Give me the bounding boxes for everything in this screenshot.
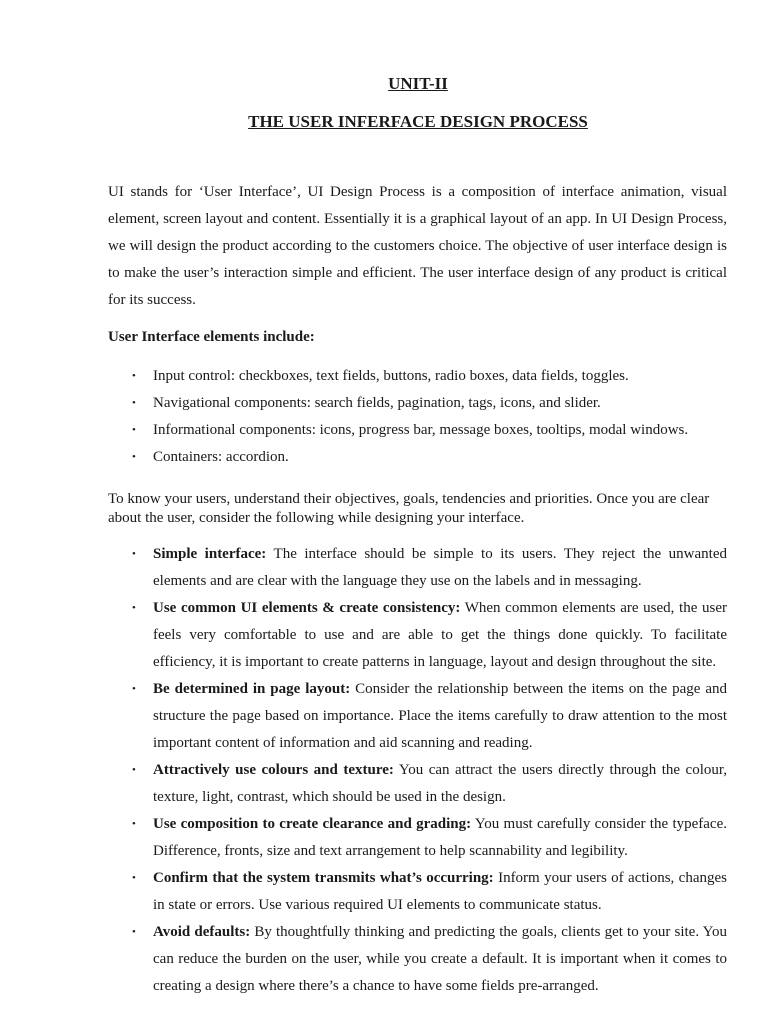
design-tips-list (108, 541, 727, 1000)
users-paragraph: To know your users, understand their objectives, goals, tendencies and priorities. Once you are clear about the user, consider the following while designing your interface. (108, 491, 710, 526)
bullet-icon: • (132, 926, 136, 938)
list-item (108, 757, 727, 811)
tip-title: Use common UI elements & create consistency: (153, 600, 461, 616)
tip-text: You can attract the users directly through the colour, texture, light, contrast, which should be used in the design. (153, 762, 728, 805)
intro-paragraph: UI stands for ‘User Interface’, UI Design Process is a composition of interface animation, visual element, screen layout and content. Essentially it is a graphical layout of an app. In UI Design Process, we will design the product according to the customers choice. The objective of user interface design is to make the user’s interaction simple and efficient. The user interface design of any product is critical for its success. (108, 184, 727, 308)
tip-text: The interface should be simple to its users. They reject the unwanted elements and are clear with the language they use on the labels and in messaging. (153, 546, 727, 589)
list-item (108, 865, 727, 919)
list-item (108, 811, 727, 865)
list-item (108, 365, 727, 392)
bullet-icon: • (132, 370, 136, 382)
bullet-icon: • (132, 872, 136, 884)
tip-title: Confirm that the system transmits what’s occurring: (153, 870, 494, 886)
list-item-text: Containers: accordion. (153, 449, 289, 465)
tip-text: Consider the relationship between the items on the page and structure the page based on importance. Place the items carefully to draw attention to the most important content of information and aid scanning and reading. (153, 681, 727, 751)
elements-heading: User Interface elements include: (108, 329, 315, 345)
list-item (108, 392, 727, 419)
tip-title: Be determined in page layout: (153, 681, 351, 697)
list-item (108, 446, 727, 473)
bullet-icon: • (132, 424, 136, 436)
bullet-icon: • (132, 397, 136, 409)
tip-text: When common elements are used, the user feels very comfortable to use and are able to get the things done quickly. To facilitate efficiency, it is important to create patterns in language, layout and design throughout the site. (153, 600, 727, 670)
tip-text: By thoughtfully thinking and predicting the goals, clients get to your site. You can reduce the burden on the user, while you create a default. It is important when it comes to creating a design where there’s a chance to have some fields pre-arranged. (153, 924, 727, 994)
unit-heading: UNIT-II (388, 74, 448, 93)
bullet-icon: • (132, 451, 136, 463)
tip-title: Attractively use colours and texture: (153, 762, 394, 778)
list-item-text: Input control: checkboxes, text fields, buttons, radio boxes, data fields, toggles. (153, 368, 629, 384)
tip-text: You must carefully consider the typeface. Difference, fronts, size and text arrangement to help scannability and legibility. (153, 816, 727, 859)
bullet-icon: • (132, 683, 136, 695)
bullet-icon: • (132, 602, 136, 614)
page-title: THE USER INFERFACE DESIGN PROCESS (248, 112, 588, 131)
bullet-icon: • (132, 548, 136, 560)
bullet-icon: • (132, 764, 136, 776)
tip-title: Avoid defaults: (153, 924, 251, 940)
ui-elements-list (108, 365, 727, 473)
tip-text: Inform your users of actions, changes in state or errors. Use various required UI elements to communicate status. (153, 870, 727, 913)
list-item (108, 595, 727, 676)
list-item-text: Informational components: icons, progress bar, message boxes, tooltips, modal windows. (153, 422, 689, 438)
bullet-icon: • (132, 818, 136, 830)
list-item (108, 541, 727, 595)
tip-title: Simple interface: (153, 546, 267, 562)
list-item (108, 419, 727, 446)
tip-title: Use composition to create clearance and grading: (153, 816, 472, 832)
list-item-text: Navigational components: search fields, pagination, tags, icons, and slider. (153, 395, 601, 411)
list-item (108, 919, 727, 1000)
list-item (108, 676, 727, 757)
